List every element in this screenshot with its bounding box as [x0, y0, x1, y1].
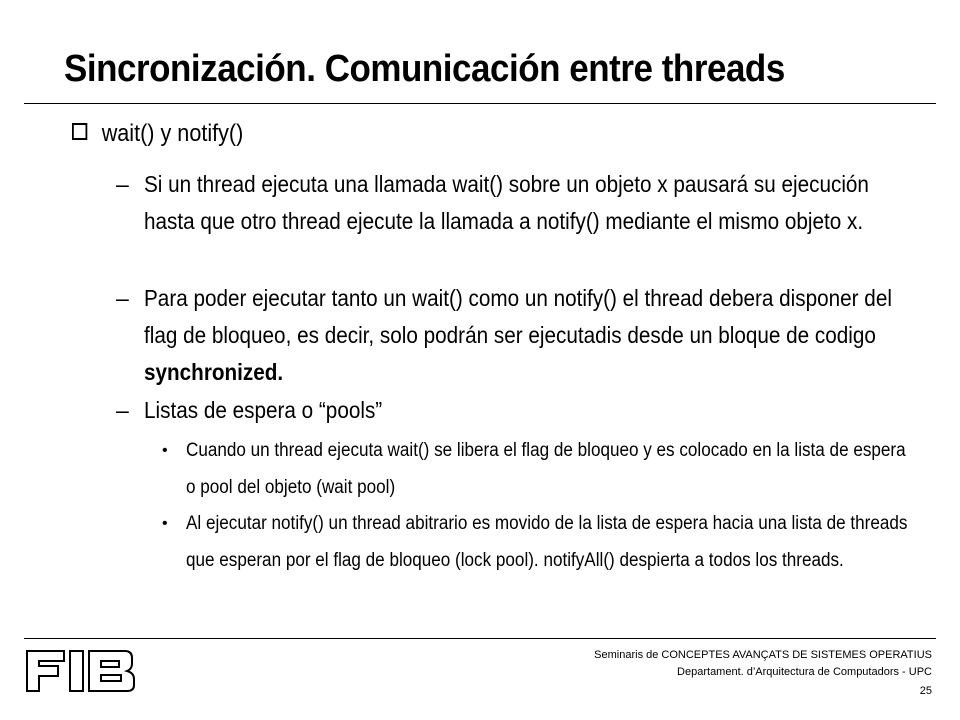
square-bullet-icon [72, 123, 87, 140]
slide-title: Sincronización. Comunicación entre threads [64, 48, 785, 90]
sub-list-item-text: Cuando un thread ejecuta wait() se libera el flag de bloqueo y es colocado en la lista de espera o pool del objeto (wait pool) [186, 440, 906, 498]
list-item-text [144, 280, 905, 391]
title-divider [24, 103, 936, 104]
dot-marker: • [162, 442, 168, 459]
footer-department: Departament. d’Arquitectura de Computadors - UPC [677, 666, 932, 678]
footer-text [594, 647, 932, 681]
main-bullet-text: wait() y notify() [101, 120, 244, 147]
footer-divider [24, 638, 936, 639]
list-item-text: Listas de espera o “pools” [144, 397, 383, 423]
dash-marker: – [116, 285, 129, 311]
dash-marker: – [116, 397, 129, 423]
dash-marker: – [116, 171, 129, 197]
sub-list-item-text: Al ejecutar notify() un thread abitrario es movido de la lista de espera hacia una lista de threads que esperan por el flag de bloqueo (lock pool). notifyAll() despierta a todos los threads. [186, 513, 908, 571]
fib-logo-icon [26, 650, 136, 692]
fib-logo [26, 650, 136, 697]
synchronized-keyword: synchronized. [144, 359, 284, 385]
list-item-text-plain: Para poder ejecutar tanto un wait() como un notify() el thread debera disponer del flag de bloqueo, es decir, solo podrán ser ejecutadis desde un bloque de codigo [144, 285, 892, 348]
list-item-text: Si un thread ejecuta una llamada wait() sobre un objeto x pausará su ejecución hasta que otro thread ejecute la llamada a notify() mediante el mismo objeto x. [144, 171, 869, 234]
main-bullet [72, 120, 243, 148]
dot-marker: • [162, 515, 168, 532]
page-number: 25 [919, 685, 932, 697]
footer-seminar: Seminaris de CONCEPTES AVANÇATS DE SISTEMES OPERATIUS [594, 649, 932, 661]
